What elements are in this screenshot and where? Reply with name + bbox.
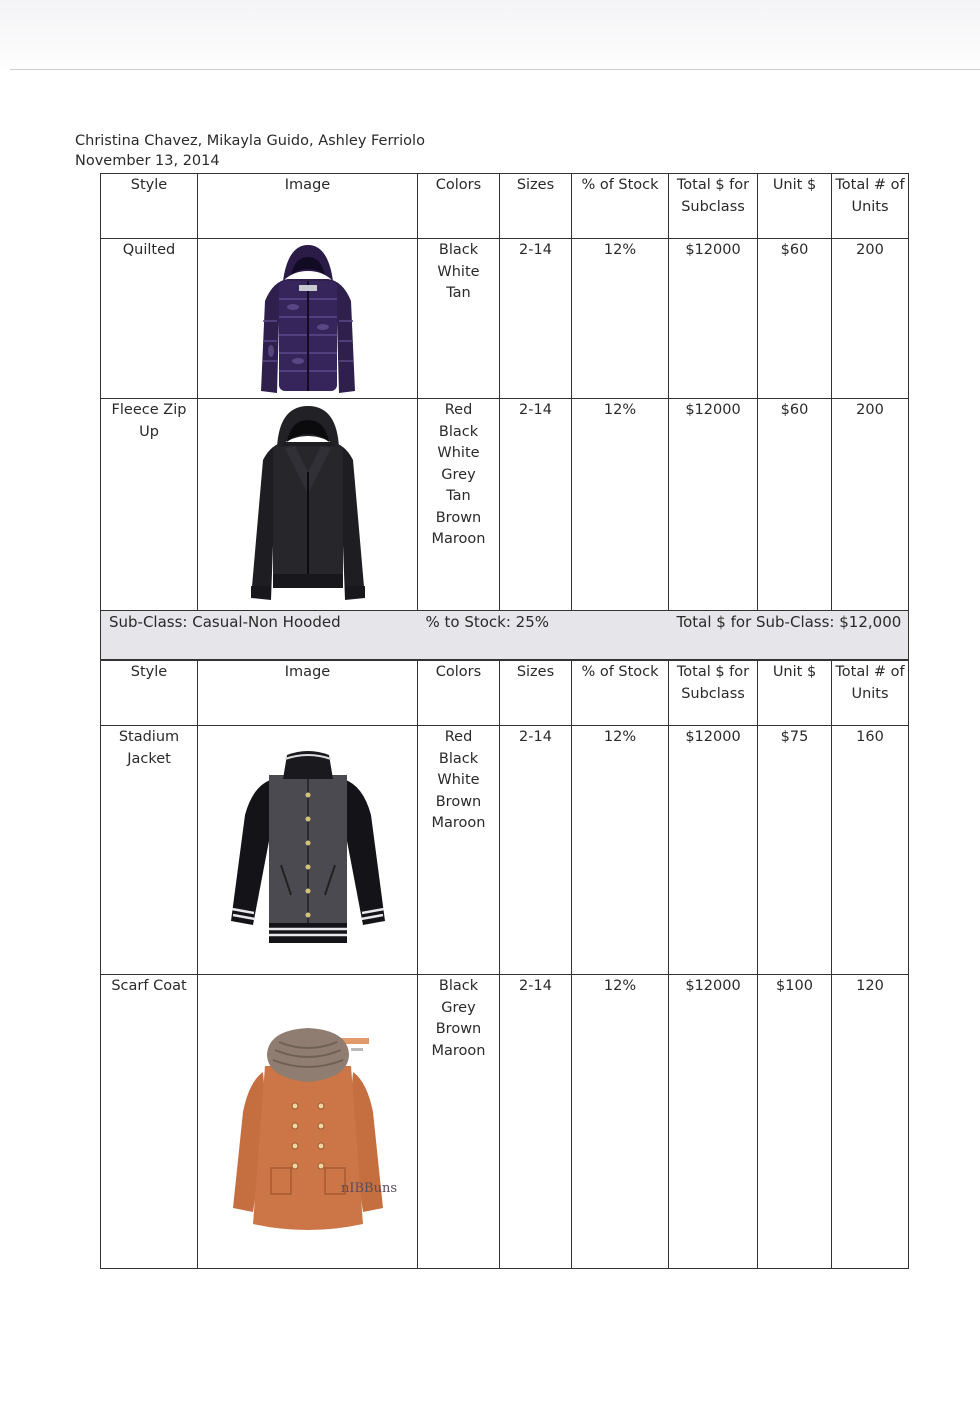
sizes-cell: 2-14 [500, 239, 572, 399]
unit-price-cell: $75 [758, 726, 832, 975]
sizes-cell: 2-14 [500, 726, 572, 975]
subclass-stock: % to Stock: 25% [418, 611, 669, 660]
column-header-colors: Colors [418, 661, 500, 726]
column-header-image: Image [198, 661, 418, 726]
table-row [101, 975, 909, 1269]
style-cell: Scarf Coat [101, 975, 198, 1269]
page-edge-line [10, 69, 980, 70]
column-header-stock: % of Stock [572, 661, 669, 726]
color-item: Brown [435, 509, 482, 526]
units-cell: 200 [832, 239, 909, 399]
column-header-unit: Unit $ [758, 174, 832, 239]
stadium-jacket-image [223, 745, 393, 955]
color-item: Grey [441, 466, 476, 483]
total-cell: $12000 [669, 975, 758, 1269]
unit-price-cell: $100 [758, 975, 832, 1269]
purple-quilted-jacket-image [243, 241, 373, 397]
image-cell [198, 975, 418, 1269]
colors-cell [418, 239, 500, 399]
color-item: White [437, 263, 480, 280]
style-cell: Stadium Jacket [101, 726, 198, 975]
column-header-units: Total # of Units [832, 174, 909, 239]
column-header-style: Style [101, 661, 198, 726]
sizes-cell: 2-14 [500, 975, 572, 1269]
authors-line: Christina Chavez, Mikayla Guido, Ashley Ferriolo [75, 133, 425, 149]
color-item: Maroon [431, 815, 486, 831]
color-item: Grey [441, 999, 476, 1016]
table-row [101, 399, 909, 611]
color-item: Brown [435, 793, 482, 810]
color-item: Black [438, 242, 479, 258]
merchandise-table-1 [100, 173, 909, 611]
total-cell: $12000 [669, 726, 758, 975]
column-header-total: Total $ for Subclass [669, 661, 758, 726]
colors-cell [418, 975, 500, 1269]
watermark-text: nIBBuns [340, 1180, 397, 1196]
units-cell: 120 [832, 975, 909, 1269]
image-cell [198, 239, 418, 399]
units-cell: 200 [832, 399, 909, 611]
table-header-row [101, 661, 909, 726]
table-row [101, 239, 909, 399]
column-header-unit: Unit $ [758, 661, 832, 726]
colors-cell [418, 726, 500, 975]
subclass-total: Total $ for Sub-Class: $12,000 [669, 611, 909, 660]
table-row [101, 726, 909, 975]
orange-scarf-coat-image [213, 1002, 403, 1242]
color-item: White [437, 445, 480, 461]
subclass-name: Sub-Class: Casual-Non Hooded [101, 611, 418, 660]
color-item: Maroon [431, 1042, 486, 1059]
date-line: November 13, 2014 [75, 153, 220, 169]
unit-price-cell: $60 [758, 399, 832, 611]
stock-cell: 12% [572, 399, 669, 611]
color-item: Black [438, 750, 479, 767]
image-cell [198, 726, 418, 975]
style-cell: Fleece Zip Up [101, 399, 198, 611]
stock-cell: 12% [572, 239, 669, 399]
document-header [75, 131, 425, 171]
black-fleece-hoodie-image [233, 402, 383, 608]
units-cell: 160 [832, 726, 909, 975]
unit-price-cell: $60 [758, 239, 832, 399]
total-cell: $12000 [669, 399, 758, 611]
color-item: Red [444, 729, 473, 745]
color-item: White [437, 772, 480, 788]
stock-cell: 12% [572, 726, 669, 975]
column-header-sizes: Sizes [500, 174, 572, 239]
table-header-row [101, 174, 909, 239]
subclass-row [101, 611, 909, 660]
column-header-image: Image [198, 174, 418, 239]
column-header-total: Total $ for Subclass [669, 174, 758, 239]
color-item: Brown [435, 1021, 482, 1037]
color-item: Tan [446, 488, 471, 504]
scan-margin [0, 0, 980, 70]
color-item: Black [438, 978, 479, 994]
image-cell [198, 399, 418, 611]
subclass-band [100, 610, 909, 660]
colors-cell [418, 399, 500, 611]
style-cell: Quilted [101, 239, 198, 399]
color-item: Red [444, 402, 473, 418]
color-item: Maroon [431, 531, 486, 547]
color-item: Tan [446, 285, 471, 301]
sizes-cell: 2-14 [500, 399, 572, 611]
stock-cell: 12% [572, 975, 669, 1269]
column-header-units: Total # of Units [832, 661, 909, 726]
column-header-colors: Colors [418, 174, 500, 239]
column-header-style: Style [101, 174, 198, 239]
merchandise-table-2 [100, 660, 909, 1269]
color-item: Black [438, 423, 479, 440]
column-header-stock: % of Stock [572, 174, 669, 239]
total-cell: $12000 [669, 239, 758, 399]
column-header-sizes: Sizes [500, 661, 572, 726]
